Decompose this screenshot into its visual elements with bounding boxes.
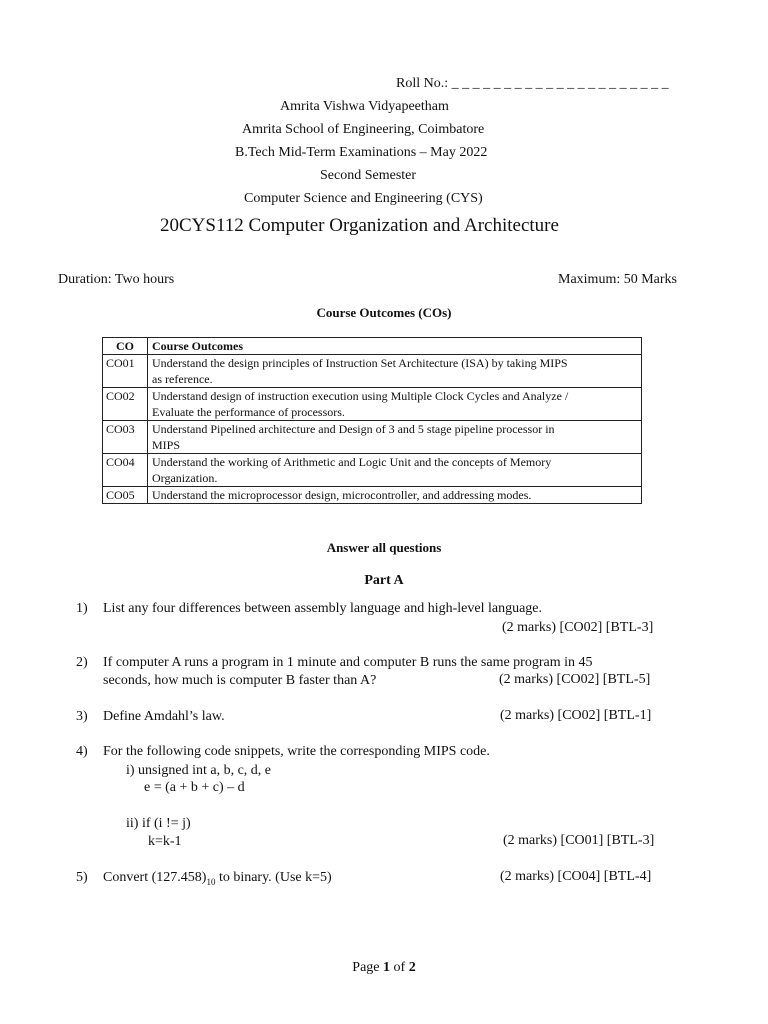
course-title: 20CYS112 Computer Organization and Architecture [160, 215, 559, 236]
table-header-row [103, 338, 642, 355]
column-header-outcomes: Course Outcomes [148, 338, 642, 355]
code-snippet: i) unsigned int a, b, c, d, e [126, 763, 272, 778]
co-code: CO05 [103, 487, 148, 504]
question-number: 1) [76, 601, 88, 616]
question-text: Convert $(127.458)_{10}$ to binary. (Use k=5) [103, 870, 332, 887]
roll-number-field: Roll No.: _ _ _ _ _ _ _ _ _ _ _ _ _ _ _ _ _ _ _ _ _ [396, 76, 669, 91]
semester: Second Semester [320, 168, 417, 183]
department: Computer Science and Engineering (CYS) [244, 191, 483, 206]
question-marks: (2 marks) [CO02] [BTL-1] [500, 708, 652, 723]
table-row [103, 355, 642, 388]
co-description: Understand Pipelined architecture and Design of 3 and 5 stage pipeline processor in MIPS [148, 421, 642, 454]
co-code: CO02 [103, 388, 148, 421]
code-snippet: e = (a + b + c) – d [144, 780, 245, 795]
maximum-marks: Maximum: 50 Marks [558, 272, 677, 287]
column-header-co: CO [103, 338, 148, 355]
code-snippet: ii) if (i != j) [126, 816, 191, 831]
question-number: 2) [76, 655, 88, 670]
exam-title: B.Tech Mid-Term Examinations – May 2022 [235, 145, 488, 160]
co-code: CO01 [103, 355, 148, 388]
question-text: For the following code snippets, write the corresponding MIPS code. [103, 744, 490, 759]
question-text: If computer A runs a program in 1 minute and computer B runs the same program in 45 [103, 655, 593, 670]
course-outcomes-heading: Course Outcomes (COs) [316, 305, 452, 320]
co-description: Understand the working of Arithmetic and Logic Unit and the concepts of Memory Organization. [148, 454, 642, 487]
question-text: Define Amdahl’s law. [103, 709, 225, 724]
question-marks: (2 marks) [CO01] [BTL-3] [503, 833, 655, 848]
co-code: CO04 [103, 454, 148, 487]
course-outcomes-table [102, 337, 642, 504]
question-marks: (2 marks) [CO04] [BTL-4] [500, 869, 652, 884]
page-number: Page 1 of 2 [352, 960, 416, 975]
question-number: 4) [76, 744, 88, 759]
table-row [103, 388, 642, 421]
question-number: 5) [76, 870, 88, 885]
question-marks: (2 marks) [CO02] [BTL-3] [502, 620, 654, 635]
university-name: Amrita Vishwa Vidyapeetham [280, 99, 449, 114]
co-description: Understand the design principles of Instruction Set Architecture (ISA) by taking MIPS as reference. [148, 355, 642, 388]
school-name: Amrita School of Engineering, Coimbatore [242, 122, 485, 137]
table-row [103, 454, 642, 487]
co-code: CO03 [103, 421, 148, 454]
question-text: List any four differences between assembly language and high-level language. [103, 601, 543, 616]
table-row [103, 421, 642, 454]
duration: Duration: Two hours [58, 272, 175, 287]
question-text-continued: seconds, how much is computer B faster than A? [103, 673, 377, 688]
part-heading: Part A [364, 573, 404, 588]
question-number: 3) [76, 709, 88, 724]
co-description: Understand design of instruction execution using Multiple Clock Cycles and Analyze / Evaluate the performance of processors. [148, 388, 642, 421]
table-row [103, 487, 642, 504]
co-description: Understand the microprocessor design, microcontroller, and addressing modes. [148, 487, 642, 504]
instructions: Answer all questions [326, 540, 442, 555]
code-snippet: k=k-1 [148, 834, 182, 849]
question-marks: (2 marks) [CO02] [BTL-5] [499, 672, 651, 687]
